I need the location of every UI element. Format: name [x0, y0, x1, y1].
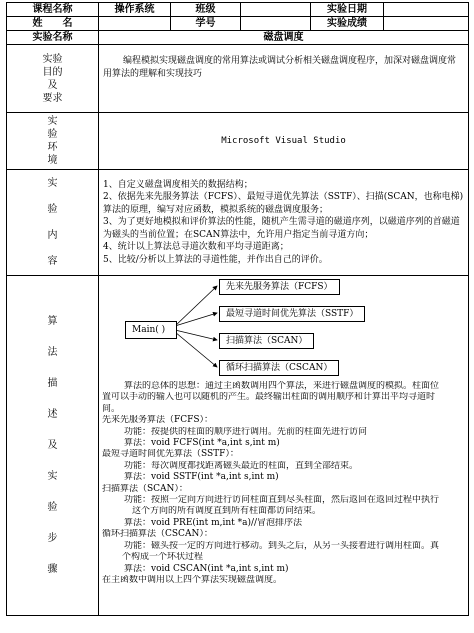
algorithm-text-line: 功能：按提供的柱面的顺序进行调用。先前的柱面先进行访问 [124, 426, 368, 437]
algorithm-text-line: 功能：每次调度都找距离磁头最近的柱面，直到全部结束。 [124, 460, 359, 471]
content-label [7, 170, 99, 276]
id-value [241, 17, 311, 31]
algorithm-text-line: 算法：void PRE(int m,int *a)//冒泡排序法 [124, 517, 303, 528]
algorithm-text-line: 最短寻道时间优先算法（SSTF）： [102, 449, 239, 460]
algorithm-label-line: 骤 [47, 564, 58, 575]
algorithm-text-line: 算法的总体的思想：通过主函数调用四个算法，来进行磁盘调度的模拟。柱面位 [124, 381, 440, 391]
course-label: 课程名称 [7, 3, 99, 17]
purpose-text-content: 编程模拟实现磁盘调度的常用算法或调试分析相关磁盘调度程序，加深对磁盘调度常用算法的理解和实现技巧 [103, 56, 457, 79]
algorithm-text [99, 381, 468, 586]
content-label-line: 实 [47, 177, 58, 189]
algorithm-text-line: 个构成一个环状过程 [122, 552, 204, 563]
content-label-line: 验 [47, 203, 58, 215]
content-item: 5、比较/分析以上算法的寻道性能，并作出自己的评价。 [103, 254, 328, 265]
arrow-to-fcfs [175, 286, 217, 326]
algorithm-text-line: 间。 [102, 403, 121, 414]
environment-text: Microsoft Visual Studio [99, 113, 469, 170]
date-value [384, 3, 469, 17]
algorithm-text-line: 置可以手动的输入也可以随机的产生。最终输出柱面的调用顺序和计算出平均寻道时 [102, 392, 436, 403]
purpose-label [7, 45, 99, 113]
algorithm-text-line: 算法：void FCFS(int *a,int s,int m) [124, 438, 280, 449]
algorithm-text-line: 算法：void SSTF(int *a,int s,int m) [124, 472, 279, 483]
algorithm-label-line: 算 [47, 316, 58, 327]
fcfs-box: 先来先服务算法（FCFS） [219, 279, 340, 295]
algorithm-label-line: 步 [47, 533, 58, 544]
name-value [99, 17, 171, 31]
class-value [241, 3, 311, 17]
environment-label [7, 113, 99, 170]
algorithm-label-line: 述 [47, 409, 58, 420]
algorithm-text-line: 功能：磁头按一定的方向进行移动。到头之后，从另一头接着进行调用柱面。真 [124, 540, 440, 551]
arrow-to-scan [175, 330, 217, 340]
purpose-label-line: 及 [47, 79, 58, 91]
cscan-box: 循环扫描算法（CSCAN） [219, 360, 339, 376]
algorithm-text-line: 在主函数中调用以上四个算法实现磁盘调度。 [102, 574, 283, 585]
content-item: 3、为了更好地模拟和评价算法的性能，随机产生需寻道的磁道序列，以磁道序列的首磁道为磁头的当前位置；在SCAN算法中，允许用户指定当前寻道方向； [103, 217, 460, 240]
algorithm-label [7, 276, 99, 616]
algorithm-text-line: 循环扫描算法（CSCAN）： [102, 529, 213, 540]
report-table [6, 2, 469, 616]
content-list [99, 170, 469, 276]
environment-label-line: 境 [47, 155, 58, 166]
score-label: 实验成绩 [311, 17, 384, 31]
environment-label-line: 环 [47, 142, 58, 153]
call-diagram [99, 276, 468, 381]
id-label: 学号 [171, 17, 241, 31]
purpose-label-line: 目的 [42, 66, 63, 78]
algorithm-label-line: 及 [47, 440, 58, 451]
algorithm-description [99, 276, 469, 616]
experiment-title-label: 实验名称 [7, 31, 99, 45]
date-label: 实验日期 [311, 3, 384, 17]
algorithm-text-line: 扫描算法（SCAN）： [102, 483, 188, 494]
purpose-text [99, 45, 469, 113]
algorithm-label-line: 实 [47, 471, 58, 482]
experiment-report-form [6, 2, 468, 630]
content-label-line: 容 [47, 255, 58, 267]
main-function-box: Main( ) [125, 321, 177, 339]
environment-label-line: 验 [47, 129, 58, 140]
name-label: 姓 名 [7, 17, 99, 31]
content-item: 4、统计以上算法总寻道次数和平均寻道距离； [103, 242, 289, 253]
algorithm-text-line: 先来先服务算法（FCFS）： [102, 415, 214, 426]
purpose-label-line: 要求 [42, 92, 63, 104]
score-value [384, 17, 469, 31]
algorithm-label-line: 法 [47, 347, 58, 358]
algorithm-text-line: 功能：按照一定向方向进行访问柱面直到尽头柱面，然后返回在返回过程中执行 [124, 495, 440, 506]
scan-box: 扫描算法（SCAN） [219, 333, 314, 349]
class-label: 班级 [171, 3, 241, 17]
algorithm-text-line: 这个方向的所有调度直到所有柱面都访问结束。 [132, 506, 322, 517]
arrow-to-cscan [175, 332, 217, 367]
experiment-title-value: 磁盘调度 [99, 31, 469, 45]
content-label-line: 内 [47, 229, 58, 241]
purpose-label-line: 实验 [42, 53, 63, 65]
environment-label-line: 实 [47, 116, 58, 127]
course-value: 操作系统 [99, 3, 171, 17]
sstf-box: 最短寻道时间优先算法（SSTF） [219, 306, 365, 322]
content-item: 1、自定义磁盘调度相关的数据结构； [103, 179, 253, 190]
algorithm-text-line: 算法：void CSCAN(int *a,int s,int m) [124, 563, 289, 574]
algorithm-label-line: 描 [47, 378, 58, 389]
content-item: 2、依据先来先服务算法（FCFS）、最短寻道优先算法（SSTF）、扫描(SCAN，也称电梯)算法的原理，编写对应函数，模拟系统的磁盘调度服务； [103, 192, 464, 215]
algorithm-label-line: 验 [47, 502, 58, 513]
